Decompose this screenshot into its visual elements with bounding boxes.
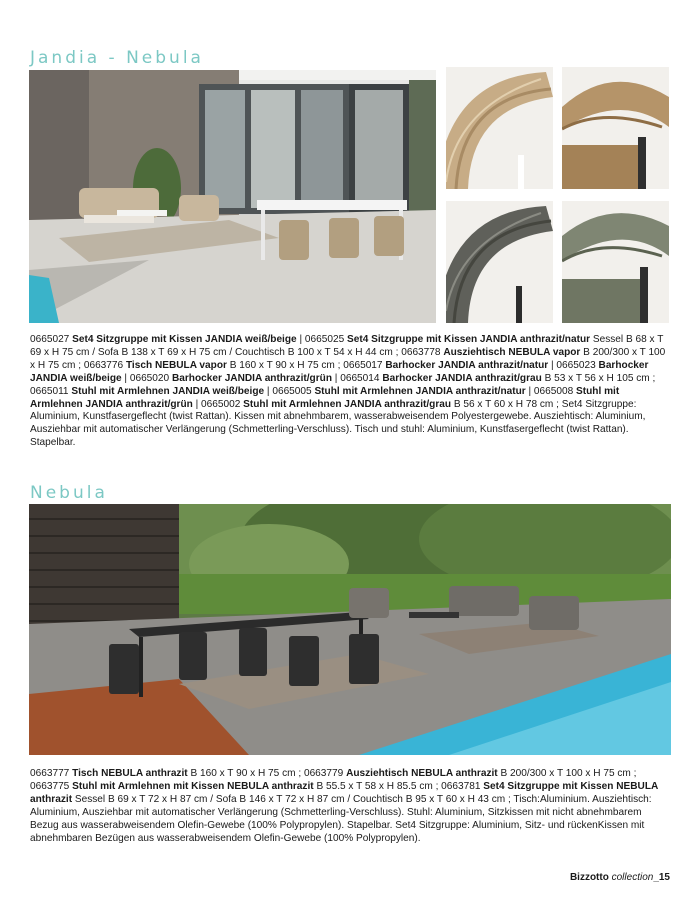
footer-collection: collection bbox=[608, 872, 654, 883]
product-text: | 0665014 bbox=[331, 372, 383, 384]
product-name: Stuhl mit Armlehnen mit Kissen NEBULA anthrazit bbox=[72, 780, 314, 792]
product-text: B 200/300 x T 100 x H 75 cm ; 0663775 bbox=[30, 768, 637, 792]
product-name: Ausziehtisch NEBULA vapor bbox=[443, 346, 581, 358]
product-name: Set4 Sitzgruppe mit Kissen NEBULA anthrazit bbox=[30, 780, 658, 805]
product-text: Sessel B 68 x T 69 x H 75 cm / Sofa B 138 x T 69 x H 75 cm / Couchtisch B 100 x T 54 x H 44 cm ; 0663778 bbox=[30, 334, 664, 358]
product-text: | 0665002 bbox=[192, 398, 244, 410]
product-text: B 56 x T 60 x H 78 cm ; Set4 Sitzgruppe: Aluminium, Kunstfasergeflecht (twist Rattan). Kissen mit abnehmbarem, wasserabweisendem Polyestergewebe. Ausziehtisch: Aluminium, Ausziehbar mit automatischer Verlängerung (Schmetterling-Verschluss). Tisch und stuhl: Aluminium, Kunstfasergeflecht (twist Rattan). Stapelbar. bbox=[30, 398, 646, 449]
product-text: | 0665020 bbox=[121, 372, 172, 384]
product-text: | 0665008 bbox=[525, 385, 577, 397]
product-text: | 0665023 bbox=[548, 359, 599, 371]
photo-jandia-chair-natural-white bbox=[446, 67, 553, 189]
product-description-jandia-nebula bbox=[30, 334, 670, 450]
product-name: Ausziehtisch NEBULA anthrazit bbox=[346, 768, 498, 779]
product-name: Barhocker JANDIA weiß/beige bbox=[30, 359, 649, 384]
product-name: Set4 Sitzgruppe mit Kissen JANDIA anthrazit/natur bbox=[347, 334, 591, 345]
page-footer bbox=[570, 872, 670, 883]
product-name: Stuhl mit Armlehnen JANDIA weiß/beige bbox=[71, 385, 265, 397]
section-title-nebula: Nebula bbox=[30, 483, 108, 503]
photo-nebula-poolside bbox=[29, 504, 671, 755]
product-name: Barhocker JANDIA anthrazit/grün bbox=[171, 372, 332, 384]
product-description-nebula bbox=[30, 768, 670, 845]
photo-jandia-terrace bbox=[29, 70, 436, 323]
product-name: Stuhl mit Armlehnen JANDIA anthrazit/grün bbox=[30, 385, 620, 410]
photo-jandia-chair-green bbox=[562, 201, 669, 323]
footer-brand: Bizzotto bbox=[569, 872, 609, 883]
photo-jandia-chair-grey-close bbox=[446, 201, 553, 323]
product-name: Set4 Sitzgruppe mit Kissen JANDIA weiß/beige bbox=[72, 334, 297, 345]
product-text: 0663777 bbox=[30, 768, 73, 779]
page-number: _15 bbox=[653, 872, 670, 883]
product-name: Tisch NEBULA vapor bbox=[125, 359, 227, 371]
product-text: B 53 x T 56 x H 105 cm ; 0665011 bbox=[30, 372, 656, 397]
product-name: Barhocker JANDIA anthrazit/grau bbox=[382, 372, 542, 384]
product-name: Barhocker JANDIA anthrazit/natur bbox=[385, 359, 549, 371]
product-text: Sessel B 69 x T 72 x H 87 cm / Sofa B 146 x T 72 x H 87 cm / Couchtisch B 95 x T 60 x H 43 cm ; Tisch:Aluminium. Ausziehtisch: Aluminium, Ausziehbar mit automatischer Verlängerung (Schmetterling-Verschluss). Stuhl: Aluminium, Sitzkissen mit nicht abnehmbarem Bezug aus wasserabweisendem Olefin-Gewebe (100% Polypropylen). Stapelbar. Set4 Sitzgruppe: Aluminium, Sitz- und rückenKissen mit abnehmbaren Bezügen aus wasserabweisendem Olefin-Gewebe (100% Polypropylen). bbox=[30, 793, 652, 844]
product-name: Stuhl mit Armlehnen JANDIA anthrazit/natur bbox=[314, 385, 526, 397]
product-name: Stuhl mit Armlehnen JANDIA anthrazit/grau bbox=[243, 398, 452, 410]
product-text: B 160 x T 90 x H 75 cm ; 0663779 bbox=[187, 768, 347, 779]
photo-jandia-chair-natural-anthracite bbox=[562, 67, 669, 189]
product-text: B 160 x T 90 x H 75 cm ; 0665017 bbox=[226, 359, 386, 371]
product-text: B 55.5 x T 58 x H 85.5 cm ; 0663781 bbox=[313, 780, 484, 792]
product-text: 0665027 bbox=[30, 334, 73, 345]
product-name: Tisch NEBULA anthrazit bbox=[72, 768, 188, 779]
product-text: | 0665005 bbox=[264, 385, 315, 397]
product-text: | 0665025 bbox=[296, 334, 347, 345]
product-text: B 200/300 x T 100 x H 75 cm ; 0663776 bbox=[30, 346, 666, 371]
section-title-jandia-nebula: Jandia - Nebula bbox=[30, 48, 204, 68]
